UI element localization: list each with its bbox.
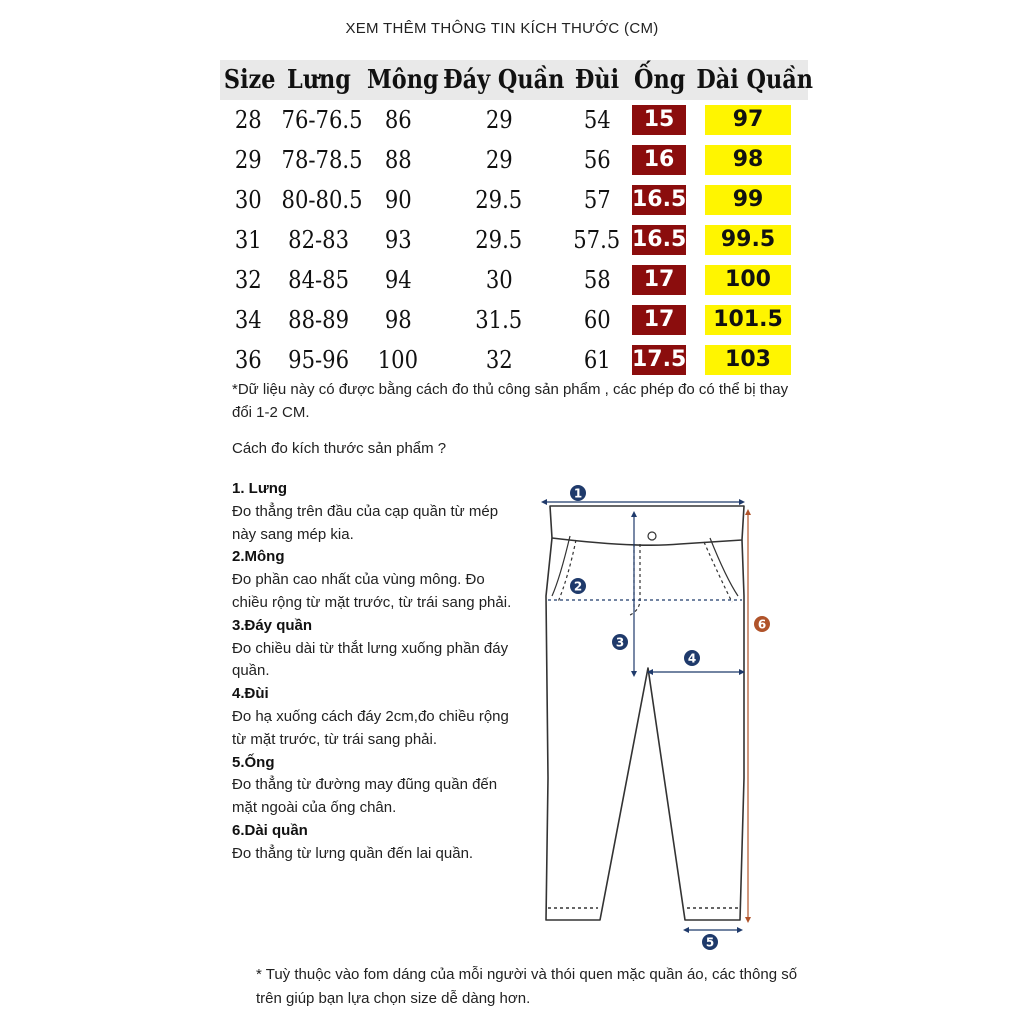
cell-mong [362,340,434,380]
marker-1 [570,485,586,501]
size-table [220,60,814,380]
cell-text: 78-78.5 [281,146,363,174]
cell-text: 32 [234,266,262,294]
how-to-measure-title: Cách đo kích thước sản phẩm ? [232,440,447,457]
cell-text: 56 [583,146,611,174]
instruction-heading-lung: 1. Lưng [232,480,288,497]
svg-text:4: 4 [687,651,697,666]
marker-2 [570,578,586,594]
cell-ong [630,180,688,220]
cell-text: 31 [234,226,262,254]
instruction-text-dui: Đo hạ xuống cách đáy 2cm,đo chiều rộng từ mặt trước, từ trái sang phải. [232,707,509,748]
cell-dui [564,100,630,140]
marker-6 [754,616,770,632]
cell-day-quan [434,180,564,220]
cell-dai-quan [688,180,808,220]
dai-quan-badge: 97 [705,105,791,135]
table-row [220,260,808,300]
header-lung: Lưng [282,60,356,100]
ong-badge: 16.5 [632,185,686,215]
cell-dai-quan [688,140,808,180]
cell-lung [276,220,362,260]
dai-quan-badge: 101.5 [705,305,791,335]
cell-day-quan [434,140,564,180]
measurement-note: *Dữ liệu này có được bằng cách đo thủ công sản phẩm , các phép đo có thể bị thay đổi 1-2 CM. [232,381,789,421]
cell-mong [362,100,434,140]
cell-ong [630,260,688,300]
cell-ong [630,300,688,340]
cell-text: 54 [583,106,611,134]
instruction-text-ong: Đo thẳng từ đường may đũng quần đến mặt ngoài của ống chân. [232,776,498,817]
table-header-row [220,60,808,100]
instruction-text-lung: Đo thẳng trên đầu của cạp quần từ mép này sang mép kia. [232,502,499,543]
cell-dui [564,180,630,220]
cell-text: 34 [234,306,262,334]
cell-mong [362,140,434,180]
measure-lines [544,502,748,930]
dai-quan-badge: 99 [705,185,791,215]
cell-day-quan [434,100,564,140]
dai-quan-badge: 99.5 [705,225,791,255]
cell-text: 93 [384,226,412,254]
cell-dai-quan [688,260,808,300]
measurement-instructions [232,478,522,866]
cell-size [220,140,276,180]
cell-text: 94 [384,266,412,294]
cell-text: 29.5 [475,226,523,254]
ong-badge: 16.5 [632,225,686,255]
cell-size [220,260,276,300]
header-mong: Mông [367,60,429,100]
header-ong: Ống [634,60,684,100]
page-title: XEM THÊM THÔNG TIN KÍCH THƯỚC (CM) [345,20,659,37]
cell-dai-quan [688,220,808,260]
cell-text: 98 [384,306,412,334]
header-day-quan: Đáy Quần [443,60,555,100]
cell-text: 61 [583,346,611,374]
marker-3 [612,634,628,650]
ong-badge: 17.5 [632,345,686,375]
svg-text:5: 5 [705,935,715,950]
dai-quan-badge: 103 [705,345,791,375]
cell-text: 29 [234,146,262,174]
cell-text: 58 [583,266,611,294]
svg-text:3: 3 [615,635,625,650]
dai-quan-badge: 100 [705,265,791,295]
cell-text: 88-89 [288,306,350,334]
cell-lung [276,100,362,140]
svg-text:2: 2 [573,579,583,594]
cell-dai-quan [688,100,808,140]
cell-size [220,340,276,380]
cell-text: 82-83 [288,226,350,254]
cell-text: 57 [583,186,611,214]
cell-text: 80-80.5 [281,186,363,214]
header-dai-quan: Dài Quần [696,60,799,100]
cell-size [220,180,276,220]
cell-text: 30 [234,186,262,214]
header-dui: Đùi [569,60,626,100]
cell-dui [564,300,630,340]
dai-quan-badge: 98 [705,145,791,175]
cell-size [220,100,276,140]
pants-diagram [530,478,790,958]
cell-lung [276,340,362,380]
marker-5 [702,934,718,950]
cell-text: 90 [384,186,412,214]
cell-text: 76-76.5 [281,106,363,134]
cell-text: 29 [485,146,513,174]
ong-badge: 15 [632,105,686,135]
cell-day-quan [434,300,564,340]
pants-outline [546,506,744,920]
cell-size [220,220,276,260]
cell-lung [276,260,362,300]
cell-dui [564,220,630,260]
cell-ong [630,140,688,180]
cell-size [220,300,276,340]
cell-text: 29 [485,106,513,134]
instruction-heading-dui: 4.Đùi [232,685,269,703]
cell-text: 28 [234,106,262,134]
table-row [220,300,808,340]
instruction-heading-day-quan: 3.Đáy quần [232,616,313,634]
cell-mong [362,260,434,300]
cell-ong [630,220,688,260]
cell-dui [564,340,630,380]
cell-text: 88 [384,146,412,174]
cell-day-quan [434,340,564,380]
cell-text: 86 [384,106,412,134]
ong-badge: 17 [632,305,686,335]
instruction-heading-ong: 5.Ống [232,753,275,771]
ong-badge: 16 [632,145,686,175]
cell-text: 84-85 [288,266,350,294]
marker-4 [684,650,700,666]
cell-text: 32 [485,346,513,374]
cell-mong [362,220,434,260]
cell-day-quan [434,260,564,300]
cell-text: 100 [377,346,419,374]
cell-lung [276,300,362,340]
header-size: Size [224,60,272,100]
table-row [220,140,808,180]
cell-mong [362,300,434,340]
table-row [220,220,808,260]
cell-text: 30 [485,266,513,294]
footer-note: * Tuỳ thuộc vào fom dáng của mỗi người và thói quen mặc quần áo, các thông số trên giúp bạn lựa chọn size dễ dàng hơn. [256,966,798,1007]
instruction-text-day-quan: Đo chiều dài từ thắt lưng xuống phần đáy quần. [232,639,509,680]
cell-dui [564,260,630,300]
ong-badge: 17 [632,265,686,295]
svg-text:6: 6 [757,617,767,632]
svg-text:1: 1 [573,486,583,501]
table-row [220,180,808,220]
instruction-text-mong: Đo phần cao nhất của vùng mông. Đo chiều rộng từ mặt trước, từ trái sang phải. [232,571,512,611]
cell-lung [276,180,362,220]
cell-ong [630,100,688,140]
cell-mong [362,180,434,220]
cell-ong [630,340,688,380]
cell-text: 36 [234,346,262,374]
cell-text: 60 [583,306,611,334]
cell-lung [276,140,362,180]
instruction-text-dai-quan: Đo thẳng từ lưng quần đến lai quần. [232,844,474,862]
cell-text: 57.5 [573,226,621,254]
instruction-heading-mong: 2.Mông [232,548,285,566]
cell-text: 95-96 [288,346,350,374]
table-row [220,100,808,140]
cell-dai-quan [688,300,808,340]
cell-text: 31.5 [475,306,523,334]
cell-text: 29.5 [475,186,523,214]
cell-day-quan [434,220,564,260]
cell-dai-quan [688,340,808,380]
cell-dui [564,140,630,180]
table-row [220,340,808,380]
instruction-heading-dai-quan: 6.Dài quần [232,821,308,839]
